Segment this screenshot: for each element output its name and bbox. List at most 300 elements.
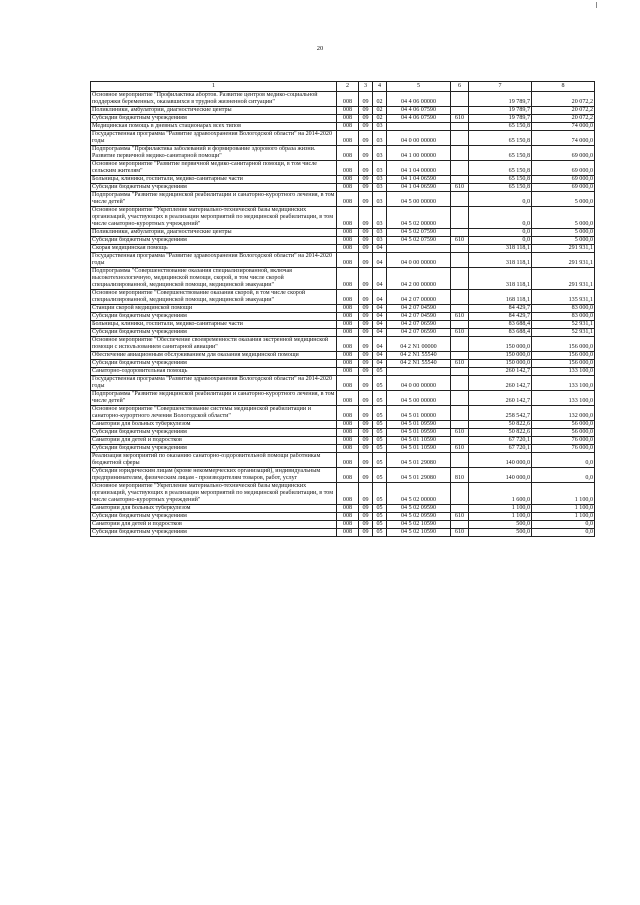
amount-year-2-cell: 1 100,0 — [532, 483, 595, 505]
section-code-cell: 09 — [359, 368, 373, 376]
amount-year-1-cell: 318 118,1 — [469, 253, 532, 268]
expense-type-cell — [451, 192, 469, 207]
target-article-cell: 04 5 02 07590 — [387, 229, 451, 237]
row-name-cell: Реализация мероприятий по оказанию санаторно-оздоровительной помощи работникам бюджетной сферы — [91, 453, 337, 468]
target-article-cell: 04 5 01 00000 — [387, 406, 451, 421]
budget-table-body — [91, 82, 595, 537]
section-code-cell: 09 — [359, 337, 373, 352]
ministry-code-cell: 008 — [337, 146, 359, 161]
subsection-code-cell: 03 — [373, 229, 387, 237]
section-code-cell: 09 — [359, 176, 373, 184]
target-article-cell: 04 2 07 06590 — [387, 329, 451, 337]
ministry-code-cell: 008 — [337, 368, 359, 376]
amount-year-2-cell: 156 000,0 — [532, 360, 595, 368]
amount-year-2-cell: 83 000,0 — [532, 313, 595, 321]
section-code-cell: 09 — [359, 376, 373, 391]
table-row — [91, 429, 595, 437]
target-article-cell: 04 4 06 07590 — [387, 115, 451, 123]
section-code-cell: 09 — [359, 253, 373, 268]
subsection-code-cell: 04 — [373, 321, 387, 329]
table-row — [91, 161, 595, 176]
ministry-code-cell: 008 — [337, 483, 359, 505]
amount-year-2-cell: 69 000,0 — [532, 146, 595, 161]
ministry-code-cell: 008 — [337, 391, 359, 406]
expense-type-cell: 610 — [451, 329, 469, 337]
subsection-code-cell: 05 — [373, 406, 387, 421]
ministry-code-cell: 008 — [337, 437, 359, 445]
amount-year-1-cell: 0,0 — [469, 237, 532, 245]
table-row — [91, 184, 595, 192]
target-article-cell: 04 5 02 00000 — [387, 207, 451, 229]
expense-type-cell: 610 — [451, 429, 469, 437]
expense-type-cell: 610 — [451, 529, 469, 537]
amount-year-2-cell: 133 100,0 — [532, 376, 595, 391]
ministry-code-cell: 008 — [337, 161, 359, 176]
ministry-code-cell: 008 — [337, 245, 359, 253]
expense-type-cell: 610 — [451, 445, 469, 453]
target-article-cell: 04 1 04 00000 — [387, 161, 451, 176]
target-article-cell: 04 5 02 10590 — [387, 529, 451, 537]
expense-type-cell: 610 — [451, 115, 469, 123]
subsection-code-cell: 04 — [373, 245, 387, 253]
section-code-cell: 09 — [359, 329, 373, 337]
expense-type-cell — [451, 483, 469, 505]
section-code-cell: 09 — [359, 146, 373, 161]
amount-year-2-cell: 56 000,0 — [532, 429, 595, 437]
margin-tick — [596, 2, 597, 8]
amount-year-1-cell: 50 822,6 — [469, 421, 532, 429]
target-article-cell: 04 2 N1 00000 — [387, 337, 451, 352]
subsection-code-cell: 04 — [373, 290, 387, 305]
row-name-cell: Основное мероприятие "Укрепление материально-технической базы медицинских организаций, участвующих в реализации мероприятий по медицинской реабилитации, в том числе санаторно-курортных учреждений" — [91, 207, 337, 229]
subsection-code-cell: 03 — [373, 207, 387, 229]
subsection-code-cell: 03 — [373, 176, 387, 184]
amount-year-2-cell: 5 000,0 — [532, 229, 595, 237]
subsection-code-cell: 04 — [373, 337, 387, 352]
budget-table — [90, 81, 595, 537]
row-name-cell: Основное мероприятие "Обеспечение своевременности оказания экстренной медицинской помощи с использованием санитарной авиации" — [91, 337, 337, 352]
amount-year-1-cell: 19 789,7 — [469, 107, 532, 115]
table-row — [91, 445, 595, 453]
subsection-code-cell: 04 — [373, 352, 387, 360]
expense-type-cell — [451, 107, 469, 115]
section-code-cell: 09 — [359, 313, 373, 321]
target-article-cell — [387, 245, 451, 253]
ministry-code-cell: 008 — [337, 237, 359, 245]
amount-year-2-cell: 20 072,2 — [532, 92, 595, 107]
expense-type-cell — [451, 161, 469, 176]
expense-type-cell — [451, 376, 469, 391]
expense-type-cell — [451, 521, 469, 529]
ministry-code-cell: 008 — [337, 406, 359, 421]
subsection-code-cell: 05 — [373, 521, 387, 529]
table-row — [91, 505, 595, 513]
ministry-code-cell: 008 — [337, 184, 359, 192]
ministry-code-cell: 008 — [337, 453, 359, 468]
subsection-code-cell: 04 — [373, 268, 387, 290]
amount-year-2-cell: 1 100,0 — [532, 505, 595, 513]
row-name-cell: Подпрограмма "Совершенствование оказания специализированной, включая высокотехнологичную, медицинской помощи, скорой, в том числе скорой специализированной, медицинской помощи, медицинской эвакуации" — [91, 268, 337, 290]
subsection-code-cell: 03 — [373, 161, 387, 176]
row-name-cell: Станции скорой медицинской помощи — [91, 305, 337, 313]
amount-year-2-cell: 74 000,0 — [532, 131, 595, 146]
subsection-code-cell: 03 — [373, 184, 387, 192]
section-code-cell: 09 — [359, 192, 373, 207]
target-article-cell: 04 5 02 09590 — [387, 513, 451, 521]
table-row — [91, 290, 595, 305]
table-row — [91, 468, 595, 483]
target-article-cell: 04 5 02 07590 — [387, 237, 451, 245]
ministry-code-cell: 008 — [337, 521, 359, 529]
target-article-cell: 04 5 00 00000 — [387, 192, 451, 207]
expense-type-cell — [451, 368, 469, 376]
target-article-cell: 04 0 00 00000 — [387, 131, 451, 146]
section-code-cell: 09 — [359, 184, 373, 192]
expense-type-cell — [451, 305, 469, 313]
subsection-code-cell: 04 — [373, 360, 387, 368]
expense-type-cell — [451, 229, 469, 237]
subsection-code-cell: 05 — [373, 437, 387, 445]
column-header: 1 — [91, 82, 337, 92]
section-code-cell: 09 — [359, 406, 373, 421]
section-code-cell: 09 — [359, 268, 373, 290]
table-row — [91, 192, 595, 207]
target-article-cell: 04 0 00 00000 — [387, 253, 451, 268]
column-header: 3 — [359, 82, 373, 92]
expense-type-cell — [451, 352, 469, 360]
ministry-code-cell: 008 — [337, 505, 359, 513]
section-code-cell: 09 — [359, 505, 373, 513]
target-article-cell: 04 2 N1 55540 — [387, 360, 451, 368]
ministry-code-cell: 008 — [337, 468, 359, 483]
target-article-cell: 04 5 00 00000 — [387, 391, 451, 406]
section-code-cell: 09 — [359, 131, 373, 146]
amount-year-2-cell: 133 100,0 — [532, 368, 595, 376]
row-name-cell: Санаторно-оздоровительная помощь — [91, 368, 337, 376]
expense-type-cell: 610 — [451, 237, 469, 245]
row-name-cell: Подпрограмма "Развитие медицинской реабилитации и санаторно-курортного лечения, в том числе детей" — [91, 391, 337, 406]
row-name-cell: Больницы, клиники, госпитали, медико-санитарные части — [91, 176, 337, 184]
ministry-code-cell: 008 — [337, 229, 359, 237]
target-article-cell: 04 5 01 10590 — [387, 445, 451, 453]
section-code-cell: 09 — [359, 529, 373, 537]
section-code-cell: 09 — [359, 161, 373, 176]
row-name-cell: Субсидии бюджетным учреждениям — [91, 429, 337, 437]
row-name-cell: Субсидии бюджетным учреждениям — [91, 115, 337, 123]
amount-year-2-cell: 291 931,1 — [532, 253, 595, 268]
table-row — [91, 483, 595, 505]
target-article-cell: 04 5 02 00000 — [387, 483, 451, 505]
expense-type-cell — [451, 146, 469, 161]
ministry-code-cell: 008 — [337, 352, 359, 360]
row-name-cell: Субсидии бюджетным учреждениям — [91, 529, 337, 537]
target-article-cell: 04 1 04 06590 — [387, 176, 451, 184]
row-name-cell: Основное мероприятие "Профилактика абортов. Развитие центров медико-социальной поддержки беременных, оказавшихся в трудной жизненной ситуации" — [91, 92, 337, 107]
target-article-cell: 04 1 00 00000 — [387, 146, 451, 161]
amount-year-2-cell: 0,0 — [532, 453, 595, 468]
column-header: 7 — [469, 82, 532, 92]
row-name-cell: Подпрограмма "Развитие медицинской реабилитации и санаторно-курортного лечения, в том числе детей" — [91, 192, 337, 207]
amount-year-1-cell: 140 000,0 — [469, 468, 532, 483]
subsection-code-cell: 05 — [373, 421, 387, 429]
subsection-code-cell: 04 — [373, 305, 387, 313]
amount-year-1-cell: 84 429,7 — [469, 305, 532, 313]
subsection-code-cell: 04 — [373, 313, 387, 321]
row-name-cell: Основное мероприятие "Укрепление материально-технической базы медицинских организаций, участвующих в реализации мероприятий по медицинской реабилитации, в том числе санаторно-курортных учреждений" — [91, 483, 337, 505]
subsection-code-cell: 05 — [373, 429, 387, 437]
amount-year-1-cell: 140 000,0 — [469, 453, 532, 468]
row-name-cell: Основное мероприятие "Развитие первичной медико-санитарной помощи, в том числе сельским жителям" — [91, 161, 337, 176]
expense-type-cell: 610 — [451, 313, 469, 321]
amount-year-1-cell: 19 789,7 — [469, 92, 532, 107]
section-code-cell: 09 — [359, 513, 373, 521]
amount-year-1-cell: 168 118,1 — [469, 290, 532, 305]
table-row — [91, 321, 595, 329]
target-article-cell: 04 4 06 07590 — [387, 107, 451, 115]
row-name-cell: Субсидии бюджетным учреждениям — [91, 360, 337, 368]
section-code-cell: 09 — [359, 107, 373, 115]
table-row — [91, 131, 595, 146]
target-article-cell: 04 5 01 10590 — [387, 437, 451, 445]
ministry-code-cell: 008 — [337, 92, 359, 107]
section-code-cell: 09 — [359, 421, 373, 429]
ministry-code-cell: 008 — [337, 115, 359, 123]
amount-year-2-cell: 69 000,0 — [532, 176, 595, 184]
table-row — [91, 245, 595, 253]
table-row — [91, 237, 595, 245]
amount-year-1-cell: 0,0 — [469, 207, 532, 229]
subsection-code-cell: 05 — [373, 513, 387, 521]
table-row — [91, 368, 595, 376]
amount-year-2-cell: 20 072,2 — [532, 115, 595, 123]
section-code-cell: 09 — [359, 429, 373, 437]
amount-year-1-cell: 84 429,7 — [469, 313, 532, 321]
ministry-code-cell: 008 — [337, 176, 359, 184]
amount-year-2-cell: 5 000,0 — [532, 237, 595, 245]
target-article-cell: 04 4 06 00000 — [387, 92, 451, 107]
ministry-code-cell: 008 — [337, 313, 359, 321]
row-name-cell: Подпрограмма "Профилактика заболеваний и формирование здорового образа жизни. Развитие первичной медико-санитарной помощи" — [91, 146, 337, 161]
amount-year-2-cell: 1 100,0 — [532, 513, 595, 521]
amount-year-1-cell: 318 118,1 — [469, 268, 532, 290]
row-name-cell: Государственная программа "Развитие здравоохранения Вологодской области" на 2014-2020 годы — [91, 253, 337, 268]
section-code-cell: 09 — [359, 115, 373, 123]
subsection-code-cell: 03 — [373, 146, 387, 161]
amount-year-1-cell: 0,0 — [469, 229, 532, 237]
amount-year-1-cell: 260 142,7 — [469, 376, 532, 391]
table-row — [91, 337, 595, 352]
amount-year-1-cell: 1 600,0 — [469, 483, 532, 505]
amount-year-1-cell: 150 000,0 — [469, 337, 532, 352]
ministry-code-cell: 008 — [337, 376, 359, 391]
expense-type-cell — [451, 421, 469, 429]
section-code-cell: 09 — [359, 123, 373, 131]
table-row — [91, 391, 595, 406]
subsection-code-cell: 05 — [373, 529, 387, 537]
subsection-code-cell: 05 — [373, 368, 387, 376]
ministry-code-cell: 008 — [337, 253, 359, 268]
amount-year-1-cell: 83 688,4 — [469, 321, 532, 329]
table-row — [91, 176, 595, 184]
subsection-code-cell: 05 — [373, 453, 387, 468]
expense-type-cell — [451, 453, 469, 468]
row-name-cell: Основное мероприятие "Совершенствование системы медицинской реабилитации и санаторно-курортного лечения Вологодской области" — [91, 406, 337, 421]
amount-year-1-cell: 67 720,1 — [469, 445, 532, 453]
expense-type-cell: 610 — [451, 184, 469, 192]
amount-year-1-cell: 258 542,7 — [469, 406, 532, 421]
target-article-cell: 04 0 00 00000 — [387, 376, 451, 391]
subsection-code-cell: 02 — [373, 92, 387, 107]
table-row — [91, 360, 595, 368]
table-row — [91, 406, 595, 421]
amount-year-1-cell: 260 142,7 — [469, 368, 532, 376]
section-code-cell: 09 — [359, 305, 373, 313]
amount-year-2-cell: 83 000,0 — [532, 305, 595, 313]
table-row — [91, 92, 595, 107]
target-article-cell: 04 5 02 10590 — [387, 521, 451, 529]
ministry-code-cell: 008 — [337, 529, 359, 537]
table-row — [91, 521, 595, 529]
ministry-code-cell: 008 — [337, 192, 359, 207]
amount-year-2-cell: 0,0 — [532, 521, 595, 529]
ministry-code-cell: 008 — [337, 123, 359, 131]
budget-table-wrapper — [90, 81, 594, 537]
amount-year-2-cell: 291 931,1 — [532, 268, 595, 290]
section-code-cell: 09 — [359, 391, 373, 406]
ministry-code-cell: 008 — [337, 107, 359, 115]
subsection-code-cell: 05 — [373, 505, 387, 513]
table-row — [91, 253, 595, 268]
amount-year-2-cell: 20 072,2 — [532, 107, 595, 115]
amount-year-1-cell: 318 118,1 — [469, 245, 532, 253]
amount-year-1-cell: 1 100,0 — [469, 505, 532, 513]
expense-type-cell — [451, 253, 469, 268]
ministry-code-cell: 008 — [337, 360, 359, 368]
table-row — [91, 207, 595, 229]
row-name-cell: Государственная программа "Развитие здравоохранения Вологодской области" на 2014-2020 годы — [91, 131, 337, 146]
table-row — [91, 313, 595, 321]
table-row — [91, 421, 595, 429]
row-name-cell: Субсидии бюджетным учреждениям — [91, 329, 337, 337]
amount-year-1-cell: 1 100,0 — [469, 513, 532, 521]
expense-type-cell — [451, 245, 469, 253]
target-article-cell: 04 2 00 00000 — [387, 268, 451, 290]
row-name-cell: Санатории для детей и подростков — [91, 437, 337, 445]
target-article-cell: 04 2 N1 55540 — [387, 352, 451, 360]
expense-type-cell: 810 — [451, 468, 469, 483]
row-name-cell: Субсидии бюджетным учреждениям — [91, 237, 337, 245]
row-name-cell: Субсидии бюджетным учреждениям — [91, 313, 337, 321]
ministry-code-cell: 008 — [337, 131, 359, 146]
amount-year-2-cell: 52 931,1 — [532, 329, 595, 337]
column-header: 2 — [337, 82, 359, 92]
expense-type-cell — [451, 437, 469, 445]
target-article-cell: 04 1 04 06590 — [387, 184, 451, 192]
header-row — [91, 82, 595, 92]
subsection-code-cell: 05 — [373, 468, 387, 483]
table-row — [91, 107, 595, 115]
expense-type-cell: 610 — [451, 513, 469, 521]
subsection-code-cell: 04 — [373, 253, 387, 268]
subsection-code-cell: 05 — [373, 445, 387, 453]
amount-year-1-cell: 150 000,0 — [469, 360, 532, 368]
row-name-cell: Санатории для больных туберкулезом — [91, 505, 337, 513]
ministry-code-cell: 008 — [337, 290, 359, 305]
ministry-code-cell: 008 — [337, 268, 359, 290]
row-name-cell: Основное мероприятие "Совершенствование оказания скорой, в том числе скорой специализированной, медицинской помощи, медицинской эвакуации" — [91, 290, 337, 305]
target-article-cell: 04 5 02 09590 — [387, 505, 451, 513]
amount-year-1-cell: 65 150,8 — [469, 131, 532, 146]
expense-type-cell — [451, 406, 469, 421]
amount-year-2-cell: 5 000,0 — [532, 207, 595, 229]
table-row — [91, 529, 595, 537]
amount-year-1-cell: 67 720,1 — [469, 437, 532, 445]
amount-year-1-cell: 83 688,4 — [469, 329, 532, 337]
amount-year-1-cell: 500,0 — [469, 521, 532, 529]
expense-type-cell — [451, 290, 469, 305]
expense-type-cell — [451, 337, 469, 352]
subsection-code-cell: 05 — [373, 376, 387, 391]
expense-type-cell — [451, 176, 469, 184]
row-name-cell: Медицинская помощь в дневных стационарах всех типов — [91, 123, 337, 131]
ministry-code-cell: 008 — [337, 429, 359, 437]
section-code-cell: 09 — [359, 445, 373, 453]
column-header: 6 — [451, 82, 469, 92]
subsection-code-cell: 03 — [373, 123, 387, 131]
target-article-cell: 04 2 07 04590 — [387, 305, 451, 313]
amount-year-2-cell: 156 000,0 — [532, 337, 595, 352]
expense-type-cell — [451, 92, 469, 107]
table-row — [91, 437, 595, 445]
amount-year-1-cell: 0,0 — [469, 192, 532, 207]
expense-type-cell — [451, 268, 469, 290]
subsection-code-cell: 05 — [373, 391, 387, 406]
subsection-code-cell: 03 — [373, 237, 387, 245]
amount-year-2-cell: 5 000,0 — [532, 192, 595, 207]
amount-year-2-cell: 0,0 — [532, 468, 595, 483]
expense-type-cell: 610 — [451, 360, 469, 368]
expense-type-cell — [451, 391, 469, 406]
target-article-cell: 04 2 07 04590 — [387, 313, 451, 321]
amount-year-2-cell: 69 000,0 — [532, 161, 595, 176]
table-row — [91, 305, 595, 313]
row-name-cell: Субсидии бюджетным учреждениям — [91, 445, 337, 453]
ministry-code-cell: 008 — [337, 321, 359, 329]
expense-type-cell — [451, 131, 469, 146]
target-article-cell: 04 5 01 09590 — [387, 421, 451, 429]
section-code-cell: 09 — [359, 229, 373, 237]
amount-year-2-cell: 52 931,1 — [532, 321, 595, 329]
target-article-cell: 04 2 07 00000 — [387, 290, 451, 305]
page-number: 20 — [316, 45, 324, 52]
table-row — [91, 352, 595, 360]
subsection-code-cell: 03 — [373, 192, 387, 207]
amount-year-2-cell: 56 000,0 — [532, 421, 595, 429]
target-article-cell — [387, 123, 451, 131]
amount-year-1-cell: 19 789,7 — [469, 115, 532, 123]
amount-year-1-cell: 65 150,8 — [469, 123, 532, 131]
section-code-cell: 09 — [359, 453, 373, 468]
column-header: 8 — [532, 82, 595, 92]
subsection-code-cell: 04 — [373, 329, 387, 337]
target-article-cell: 04 5 01 09590 — [387, 429, 451, 437]
section-code-cell: 09 — [359, 437, 373, 445]
amount-year-2-cell: 132 000,0 — [532, 406, 595, 421]
amount-year-1-cell: 500,0 — [469, 529, 532, 537]
amount-year-2-cell: 291 931,1 — [532, 245, 595, 253]
ministry-code-cell: 008 — [337, 207, 359, 229]
section-code-cell: 09 — [359, 290, 373, 305]
